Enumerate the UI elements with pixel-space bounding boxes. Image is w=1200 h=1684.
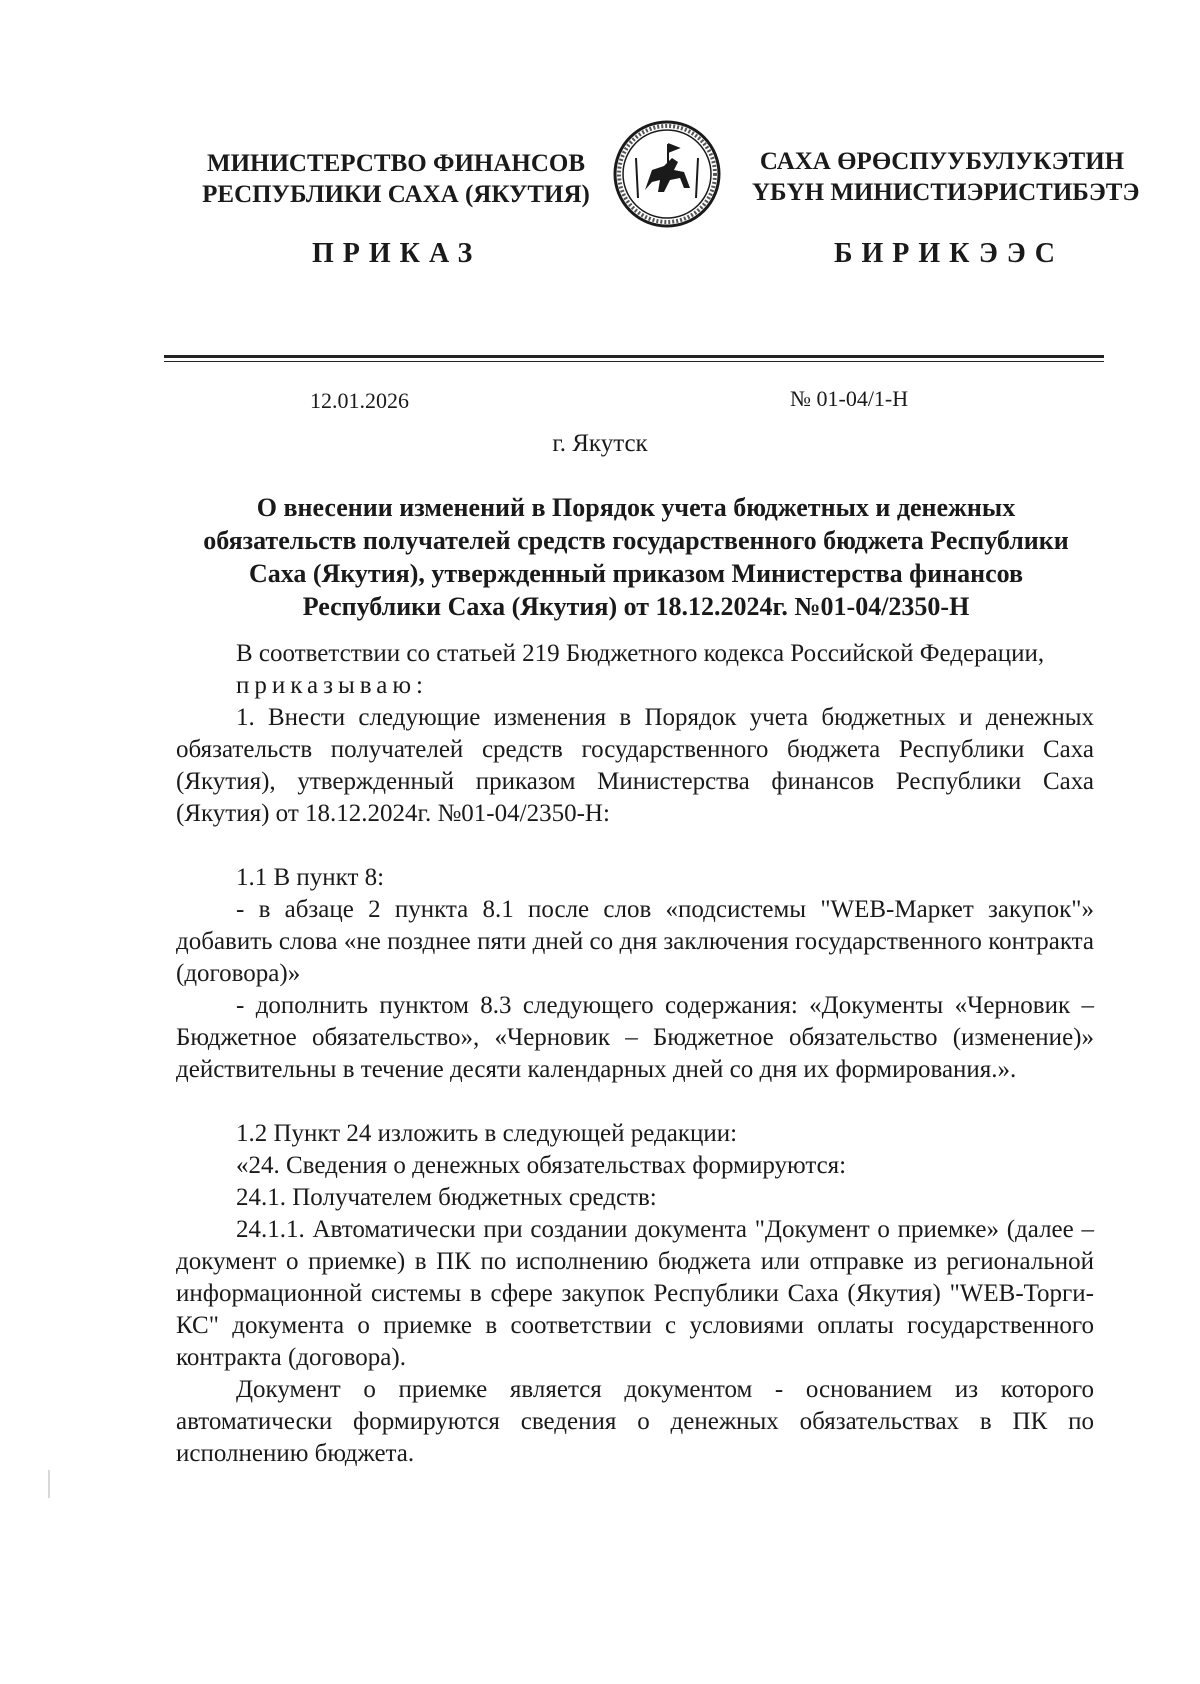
paragraph-1-1: 1.1 В пункт 8: (236, 864, 385, 891)
paragraph-24: «24. Сведения о денежных обязательствах формируются: (236, 1152, 847, 1179)
paragraph-1-1-b: - дополнить пунктом 8.3 следующего содержания: «Документы «Черновик – Бюджетное обязательство», «Черновик – Бюджетное обязательство (изменение)» действительны в течение десяти календарных дней со дня их формирования.». (176, 992, 1094, 1083)
title-line4: Республики Саха (Якутия) от 18.12.2024г. №01-04/2350-Н (302, 592, 970, 621)
paragraph-last: Документ о приемке является документом - основанием из которого автоматически формируются сведения о денежных обязательствах в ПК по исполнению бюджета. (176, 1376, 1094, 1467)
paragraph-1-1-a: - в абзаце 2 пункта 8.1 после слов «подсистемы "WEB-Маркет закупок"» добавить слова «не позднее пяти дней со дня заключения государственного контракта (договора)» (176, 896, 1094, 987)
order-date: 12.01.2026 (310, 388, 409, 413)
header-divider-thick (164, 355, 1104, 358)
title-line2: обязательств получателей средств государственного бюджета Республики (203, 526, 1069, 555)
paragraph-24-1-1: 24.1.1. Автоматически при создании документа "Документ о приемке» (далее – документ о приемке) в ПК по исполнению бюджета или отправке из региональной информационной системы в сфере закупок Республики Саха (Якутия) "WEB-Торги-КС" документа о приемке в соответствии с условиями оплаты государственного контракта (договора). (176, 1216, 1094, 1371)
order-word: приказываю: (236, 672, 428, 699)
intro-paragraph: В соответствии со статьей 219 Бюджетного кодекса Российской Федерации, (236, 640, 1045, 667)
title-line1: О внесении изменений в Порядок учета бюджетных и денежных (256, 493, 1016, 522)
ministry-name-russian (196, 148, 596, 210)
ministry-name-sakha (752, 146, 1140, 208)
ministry-name-sakha-line1: САХА ӨРӨСПУУБУЛУКЭТИН (759, 148, 1125, 175)
scan-artifact (48, 1470, 50, 1498)
header-divider-thin (164, 361, 1104, 362)
document-title (176, 491, 1096, 623)
paragraph-1-2: 1.2 Пункт 24 изложить в следующей редакции: (236, 1120, 738, 1147)
ministry-name-line2: РЕСПУБЛИКИ САХА (ЯКУТИЯ) (202, 181, 590, 208)
ministry-name-line1: МИНИСТЕРСТВО ФИНАНСОВ (206, 150, 586, 177)
title-line3: Саха (Якутия), утвержденный приказом Министерства финансов (248, 559, 1024, 588)
paragraph-24-1: 24.1. Получателем бюджетных средств: (236, 1184, 657, 1211)
order-title-sakha: БИРИКЭЭС (834, 238, 1065, 269)
paragraph-1: 1. Внести следующие изменения в Порядок учета бюджетных и денежных обязательств получателей средств государственного бюджета Республики Саха (Якутия), утвержденный приказом Министерства финансов Республики Саха (Якутия) от 18.12.2024г. №01-04/2350-Н: (176, 704, 1094, 827)
order-city: г. Якутск (552, 430, 648, 457)
document-body (176, 638, 1094, 1470)
order-title-russian: ПРИКАЗ (312, 238, 482, 269)
order-number: № 01-04/1-Н (790, 386, 909, 411)
coat-of-arms-emblem-icon (612, 118, 722, 230)
ministry-name-sakha-line2: ҮБҮН МИНИСТИЭРИСТИБЭТЭ (752, 179, 1140, 206)
